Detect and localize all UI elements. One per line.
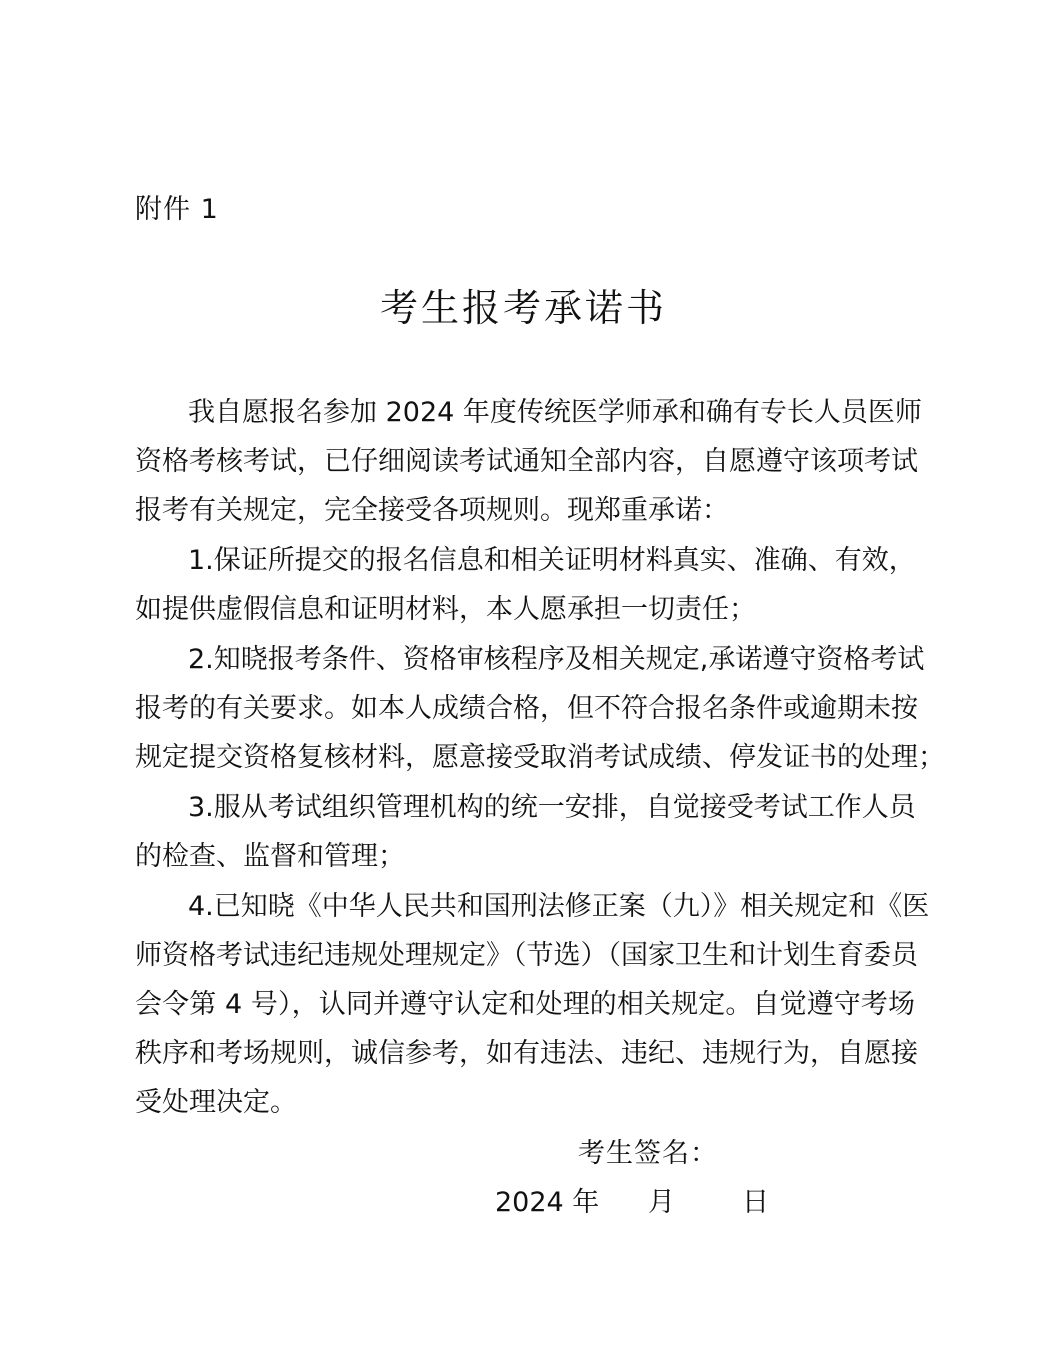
- paragraph-line: 报考有关规定，完全接受各项规则。现郑重承诺：: [135, 495, 729, 526]
- paragraph-line: 规定提交资格复核材料，愿意接受取消考试成绩、停发证书的处理；: [135, 742, 945, 773]
- paragraph-line: 秩序和考场规则，诚信参考，如有违法、违纪、违规行为，自愿接: [135, 1038, 918, 1069]
- paragraph-line: 师资格考试违纪违规处理规定》（节选）（国家卫生和计划生育委员: [135, 940, 918, 971]
- paragraph-line: 4.已知晓《中华人民共和国刑法修正案（九）》相关规定和《医: [188, 891, 930, 922]
- document-title: 考生报考承诺书: [379, 286, 667, 330]
- paragraph-line: 如提供虚假信息和证明材料，本人愿承担一切责任；: [135, 594, 756, 625]
- attachment-label: 附件 1: [135, 194, 219, 225]
- paragraph-line: 的检查、监督和管理；: [135, 841, 405, 872]
- paragraph-line: 受处理决定。: [135, 1087, 297, 1118]
- date-day: 日: [742, 1187, 769, 1218]
- paragraph-line: 报考的有关要求。如本人成绩合格，但不符合报名条件或逾期未按: [135, 693, 918, 724]
- signature-label: 考生签名：: [578, 1138, 718, 1169]
- paragraph-line: 资格考核考试，已仔细阅读考试通知全部内容，自愿遵守该项考试: [135, 446, 918, 477]
- paragraph-line: 2.知晓报考条件、资格审核程序及相关规定,承诺遵守资格考试: [188, 644, 925, 675]
- date-year: 2024 年: [495, 1187, 600, 1218]
- paragraph-line: 我自愿报名参加 2024 年度传统医学师承和确有专长人员医师: [188, 397, 922, 428]
- paragraph-line: 会令第 4 号），认同并遵守认定和处理的相关规定。自觉遵守考场: [135, 989, 915, 1020]
- date-month: 月: [648, 1187, 675, 1218]
- paragraph-line: 3.服从考试组织管理机构的统一安排，自觉接受考试工作人员: [188, 792, 916, 823]
- paragraph-line: 1.保证所提交的报名信息和相关证明材料真实、准确、有效，: [188, 545, 916, 576]
